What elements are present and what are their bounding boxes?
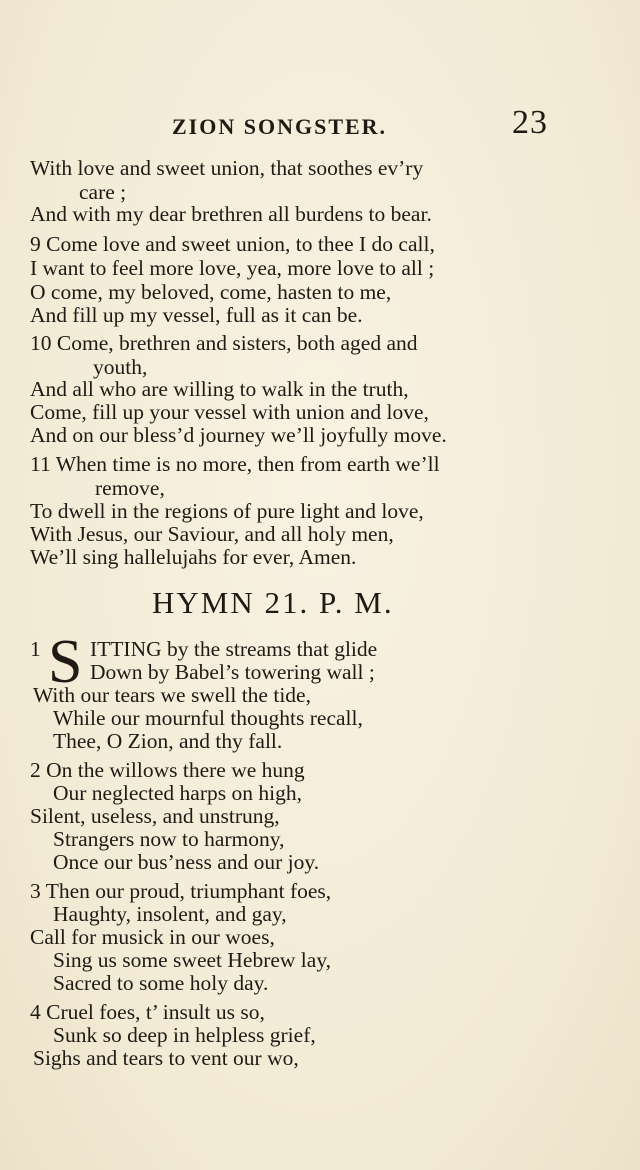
text-line: 10 Come, brethren and sisters, both aged and — [30, 331, 418, 355]
text-line: Our neglected harps on high, — [53, 781, 302, 805]
text-line: And with my dear brethren all burdens to bear. — [30, 202, 432, 226]
text-line: With love and sweet union, that soothes ev’ry — [30, 156, 424, 180]
text-line: care ; — [79, 180, 127, 204]
text-line: 2 On the willows there we hung — [30, 758, 305, 782]
text-line: To dwell in the regions of pure light and love, — [30, 499, 424, 523]
text-line: 3 Then our proud, triumphant foes, — [30, 879, 332, 903]
text-line: Sighs and tears to vent our wo, — [33, 1046, 299, 1070]
text-line: Call for musick in our woes, — [30, 925, 275, 949]
text-line: remove, — [95, 476, 165, 500]
text-line: Once our bus’ness and our joy. — [53, 850, 320, 874]
text-line: Thee, O Zion, and thy fall. — [53, 729, 283, 753]
text-line: And all who are willing to walk in the truth, — [30, 377, 409, 401]
text-line: 11 When time is no more, then from earth we’ll — [30, 452, 440, 476]
text-line: O come, my beloved, come, hasten to me, — [30, 280, 392, 304]
text-line: 4 Cruel foes, t’ insult us so, — [30, 1000, 265, 1024]
running-title: ZION SONGSTER. — [172, 114, 388, 139]
text-line: And fill up my vessel, full as it can be. — [30, 303, 363, 327]
text-line: Strangers now to harmony, — [53, 827, 285, 851]
text-line: With our tears we swell the tide, — [33, 683, 311, 707]
text-line: I want to feel more love, yea, more love to all ; — [30, 256, 435, 280]
drop-cap: S — [48, 628, 83, 696]
text-line: Come, fill up your vessel with union and love, — [30, 400, 429, 424]
text-line: ITTING by the streams that glide — [90, 637, 378, 661]
text-line: Down by Babel’s towering wall ; — [90, 660, 375, 684]
text-line: We’ll sing hallelujahs for ever, Amen. — [30, 545, 357, 569]
text-line: With Jesus, our Saviour, and all holy men, — [30, 522, 394, 546]
page-header — [0, 104, 640, 144]
text-line: Sunk so deep in helpless grief, — [53, 1023, 316, 1047]
text-line: And on our bless’d journey we’ll joyfully move. — [30, 423, 447, 447]
verse-number: 1 — [30, 637, 41, 661]
text-line: While our mournful thoughts recall, — [53, 706, 363, 730]
text-line: Sing us some sweet Hebrew lay, — [53, 948, 332, 972]
page-number: 23 — [512, 104, 548, 141]
text-line: Haughty, insolent, and gay, — [53, 902, 287, 926]
text-line: Sacred to some holy day. — [53, 971, 269, 995]
hymn-title: HYMN 21. P. M. — [152, 585, 394, 620]
text-line: Silent, useless, and unstrung, — [30, 804, 280, 828]
text-line: youth, — [93, 355, 148, 379]
text-line: 9 Come love and sweet union, to thee I do call, — [30, 232, 435, 256]
